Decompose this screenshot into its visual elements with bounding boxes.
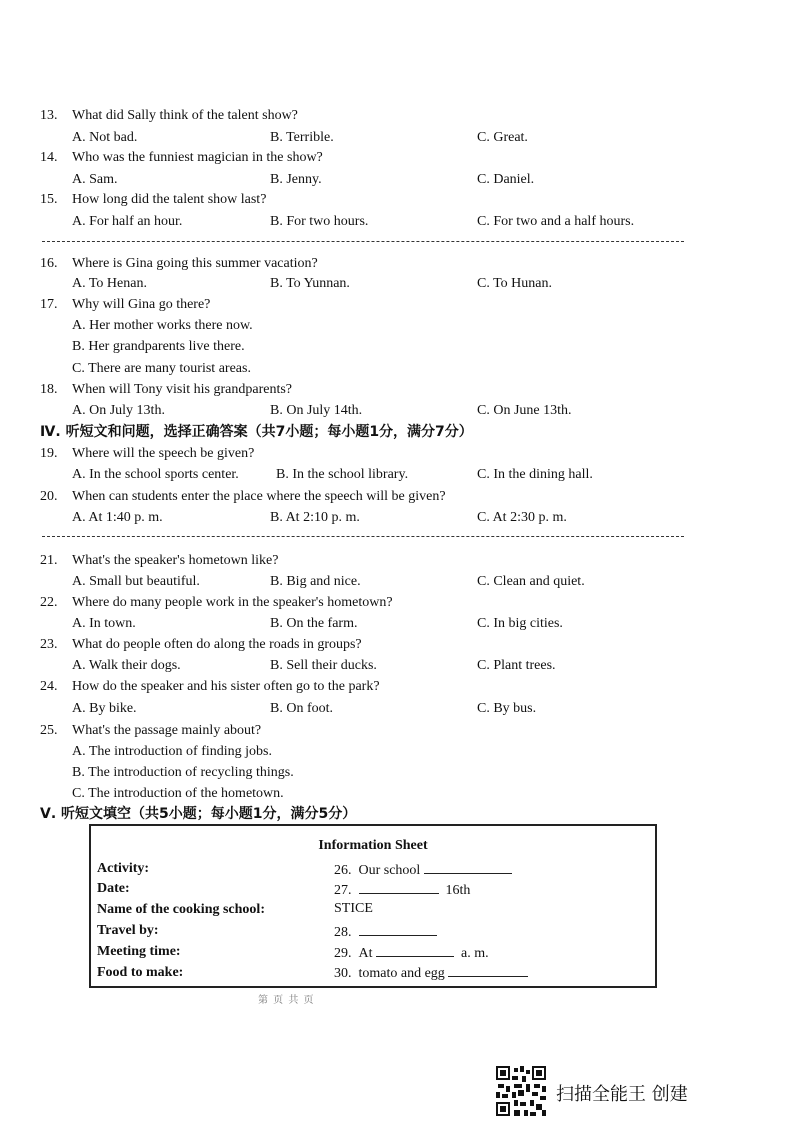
question-19-options	[72, 467, 752, 483]
question-14-options	[72, 172, 752, 188]
question-19: 19. Where will the speech be given?	[40, 446, 255, 461]
info-label-cooking-school: Name of the cooking school:	[97, 902, 265, 917]
question-text: When can students enter the place where the speech will be given?	[72, 489, 446, 504]
option-c[interactable]: C. Great.	[477, 130, 528, 145]
answer-blank-26[interactable]	[424, 861, 512, 874]
option-a[interactable]: A. On July 13th.	[72, 403, 165, 418]
option-a[interactable]: A. Not bad.	[72, 130, 138, 145]
option-c[interactable]: C. Daniel.	[477, 172, 535, 187]
option-a[interactable]: A. By bike.	[72, 701, 137, 716]
question-25-option-a[interactable]: A. The introduction of finding jobs.	[72, 744, 272, 759]
option-b[interactable]: B. On the farm.	[270, 616, 358, 631]
question-text: Where will the speech be given?	[72, 446, 255, 461]
question-25: 25. What's the passage mainly about?	[40, 723, 262, 738]
question-18-options	[72, 403, 752, 419]
info-label-date: Date:	[97, 881, 130, 896]
option-c[interactable]: C. In the dining hall.	[477, 467, 593, 482]
option-a[interactable]: A. Sam.	[72, 172, 118, 187]
question-15-options	[72, 214, 752, 230]
question-text: Who was the funniest magician in the show?	[72, 150, 323, 165]
question-16-options	[72, 276, 752, 292]
question-23: 23. What do people often do along the roads in groups?	[40, 637, 362, 652]
question-text: What's the passage mainly about?	[72, 723, 262, 738]
answer-blank-27[interactable]	[359, 881, 439, 894]
question-21-options	[72, 574, 752, 590]
option-a[interactable]: A. At 1:40 p. m.	[72, 510, 163, 525]
question-21: 21. What's the speaker's hometown like?	[40, 553, 279, 568]
question-text: Where do many people work in the speaker's hometown?	[72, 595, 393, 610]
qr-code-icon	[496, 1066, 546, 1116]
answer-blank-29[interactable]	[376, 944, 454, 957]
question-25-option-b[interactable]: B. The introduction of recycling things.	[72, 765, 294, 780]
question-text: What did Sally think of the talent show?	[72, 108, 298, 123]
option-b[interactable]: B. Big and nice.	[270, 574, 361, 589]
info-row-school: STICE	[334, 901, 373, 916]
option-b[interactable]: B. At 2:10 p. m.	[270, 510, 360, 525]
option-c[interactable]: C. To Hunan.	[477, 276, 552, 291]
dashed-divider	[42, 241, 684, 242]
scanner-watermark: 扫描全能王 创建	[556, 1084, 688, 1105]
section-5-heading: Ⅴ. 听短文填空（共5小题；每小题1分，满分5分）	[40, 806, 357, 822]
question-16: 16. Where is Gina going this summer vacation?	[40, 256, 318, 271]
option-a[interactable]: A. For half an hour.	[72, 214, 183, 229]
option-c[interactable]: C. In big cities.	[477, 616, 563, 631]
question-14: 14. Who was the funniest magician in the show?	[40, 150, 323, 165]
question-20-options	[72, 510, 752, 526]
option-b[interactable]: B. On foot.	[270, 701, 333, 716]
answer-blank-28[interactable]	[359, 923, 437, 936]
question-17-option-b[interactable]: B. Her grandparents live there.	[72, 339, 245, 354]
question-text: When will Tony visit his grandparents?	[72, 382, 293, 397]
option-c[interactable]: C. Clean and quiet.	[477, 574, 585, 589]
option-b[interactable]: B. Jenny.	[270, 172, 322, 187]
page-footer: 第 页 共 页	[258, 995, 315, 1006]
question-17-option-a[interactable]: A. Her mother works there now.	[72, 318, 253, 333]
option-b[interactable]: B. Terrible.	[270, 130, 334, 145]
information-sheet	[89, 824, 657, 988]
question-text: How long did the talent show last?	[72, 192, 267, 207]
option-b[interactable]: B. To Yunnan.	[270, 276, 350, 291]
question-text: What's the speaker's hometown like?	[72, 553, 279, 568]
question-22: 22. Where do many people work in the speaker's hometown?	[40, 595, 393, 610]
option-b[interactable]: B. Sell their ducks.	[270, 658, 377, 673]
info-label-travel: Travel by:	[97, 923, 159, 938]
question-text: Why will Gina go there?	[72, 297, 211, 312]
question-18: 18. When will Tony visit his grandparents?	[40, 382, 293, 397]
answer-blank-30[interactable]	[448, 964, 528, 977]
option-b[interactable]: B. On July 14th.	[270, 403, 363, 418]
info-row-28: 28.	[334, 923, 437, 941]
option-c[interactable]: C. For two and a half hours.	[477, 214, 635, 229]
info-row-29: 29. At a. m.	[334, 946, 489, 961]
info-row-30: 30. tomato and egg	[334, 964, 528, 982]
option-b[interactable]: B. For two hours.	[270, 214, 369, 229]
question-23-options	[72, 658, 752, 674]
option-b[interactable]: B. In the school library.	[276, 467, 409, 482]
question-text: How do the speaker and his sister often go to the park?	[72, 679, 380, 694]
question-24: 24. How do the speaker and his sister often go to the park?	[40, 679, 380, 694]
info-label-meeting-time: Meeting time:	[97, 944, 181, 959]
question-20: 20. When can students enter the place where the speech will be given?	[40, 489, 446, 504]
question-17-option-c[interactable]: C. There are many tourist areas.	[72, 361, 251, 376]
info-row-27: 27. 16th	[334, 883, 471, 898]
dashed-divider	[42, 536, 684, 537]
option-a[interactable]: A. To Henan.	[72, 276, 147, 291]
question-text: What do people often do along the roads in groups?	[72, 637, 362, 652]
option-c[interactable]: C. Plant trees.	[477, 658, 556, 673]
question-13-options	[72, 130, 752, 146]
question-15: 15. How long did the talent show last?	[40, 192, 267, 207]
option-a[interactable]: A. In town.	[72, 616, 136, 631]
option-c[interactable]: C. At 2:30 p. m.	[477, 510, 567, 525]
question-17: 17. Why will Gina go there?	[40, 297, 211, 312]
option-c[interactable]: C. On June 13th.	[477, 403, 572, 418]
section-4-heading: Ⅳ. 听短文和问题，选择正确答案（共7小题；每小题1分，满分7分）	[40, 424, 473, 440]
question-13: 13. What did Sally think of the talent show?	[40, 108, 298, 123]
question-24-options	[72, 701, 752, 717]
question-25-option-c[interactable]: C. The introduction of the hometown.	[72, 786, 284, 801]
option-a[interactable]: A. Small but beautiful.	[72, 574, 200, 589]
info-row-26: 26. Our school	[334, 861, 512, 879]
question-text: Where is Gina going this summer vacation?	[72, 256, 318, 271]
info-label-food: Food to make:	[97, 965, 184, 980]
option-c[interactable]: C. By bus.	[477, 701, 537, 716]
information-sheet-title: Information Sheet	[318, 838, 428, 853]
info-label-activity: Activity:	[97, 861, 150, 876]
option-a[interactable]: A. Walk their dogs.	[72, 658, 181, 673]
option-a[interactable]: A. In the school sports center.	[72, 467, 239, 482]
question-22-options	[72, 616, 752, 632]
